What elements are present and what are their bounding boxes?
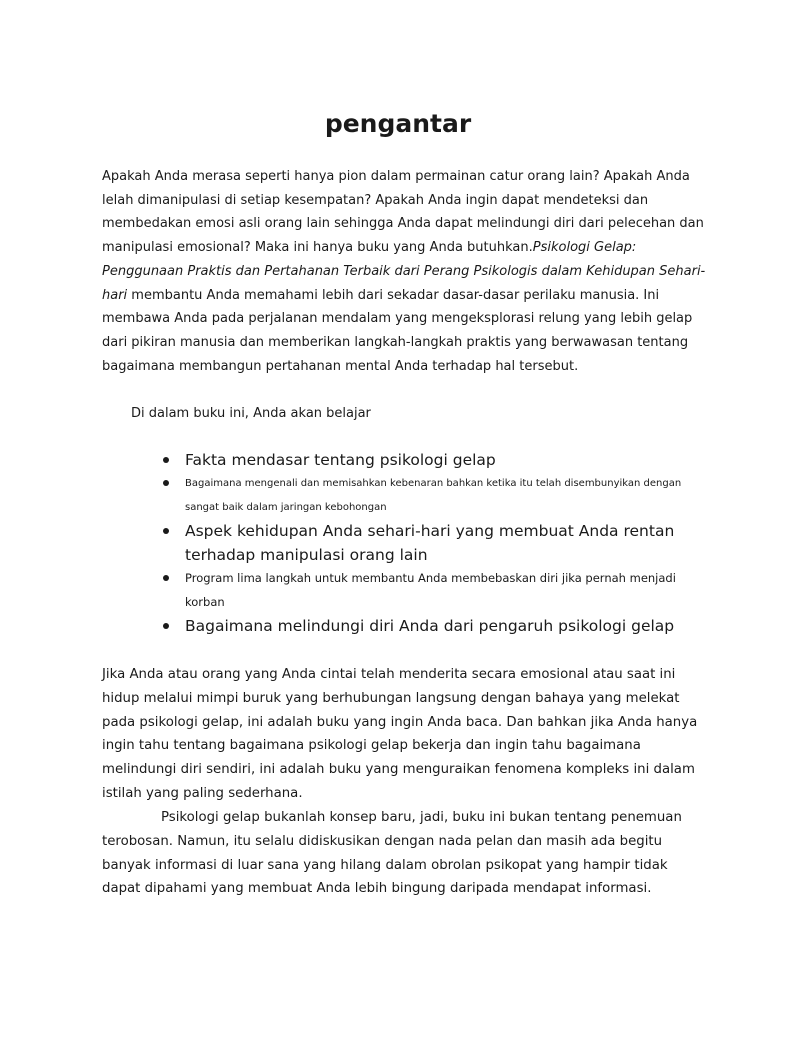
body-paragraph-1: Jika Anda atau orang yang Anda cintai telah menderita secara emosional atau saat ini hidup melalui mimpi buruk yang berhubungan langsung dengan bahaya yang melekat pada psikologi gelap, ini adalah buku yang ingin Anda baca. Dan bahkan jika Anda hanya ingin tahu tentang bagaimana psikologi gelap bekerja dan ingin tahu bagaimana melindungi diri sendiri, ini adalah buku yang menguraikan fenomena kompleks ini dalam istilah yang paling sederhana. [102, 667, 698, 801]
list-item: Fakta mendasar tentang psikologi gelap [163, 448, 703, 472]
body-paragraph-2: Psikologi gelap bukanlah konsep baru, jadi, buku ini bukan tentang penemuan terobosan. Namun, itu selalu didiskusikan dengan nada pelan dan masih ada begitu banyak informasi di luar sana yang hilang dalam obrolan psikopat yang hampir tidak dapat dipahami yang membuat Anda lebih bingung daripada mendapat informasi. [102, 810, 682, 897]
list-item: Bagaimana melindungi diri Anda dari pengaruh psikologi gelap [163, 614, 703, 638]
learning-lead: Di dalam buku ini, Anda akan belajar [131, 406, 371, 421]
list-item: Aspek kehidupan Anda sehari-hari yang membuat Anda rentan terhadap manipulasi orang lain [163, 519, 703, 567]
list-item: Program lima langkah untuk membantu Anda membebaskan diri jika pernah menjadi korban [163, 567, 703, 614]
list-item: Bagaimana mengenali dan memisahkan kebenaran bahkan ketika itu telah disembunyikan dengan sangat baik dalam jaringan kebohongan [163, 472, 703, 519]
page-title: pengantar [324, 109, 472, 138]
learning-list [163, 448, 703, 638]
book-title: Psikologi Gelap: Penggunaan Praktis dan Pertahanan Terbaik dari Perang Psikologis dalam Kehidupan Sehari-hari [102, 240, 706, 303]
intro-text-before: Apakah Anda merasa seperti hanya pion dalam permainan catur orang lain? Apakah Anda lelah dimanipulasi di setiap kesempatan? Apakah Anda ingin dapat mendeteksi dan membedakan emosi asli orang lain sehingga Anda dapat melindungi diri dari pelecehan dan manipulasi emosional? Maka ini hanya buku yang Anda butuhkan. [102, 169, 704, 256]
intro-paragraph [102, 165, 706, 378]
intro-text-after: membantu Anda memahami lebih dari sekadar dasar-dasar perilaku manusia. Ini membawa Anda pada perjalanan mendalam yang mengeksplorasi relung yang lebih gelap dari pikiran manusia dan memberikan langkah-langkah praktis yang berwawasan tentang bagaimana membangun pertahanan mental Anda terhadap hal tersebut. [102, 287, 693, 374]
